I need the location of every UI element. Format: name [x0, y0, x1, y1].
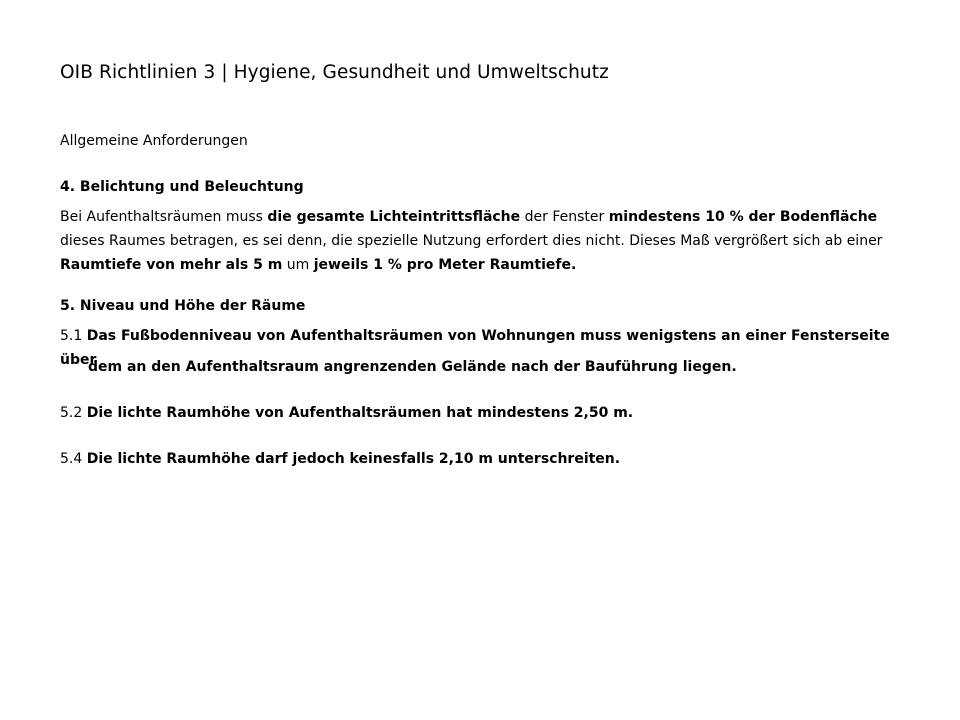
item-5-4-text: Die lichte Raumhöhe darf jedoch keinesfalls 2,10 m unterschreiten.	[86, 451, 621, 467]
item-number: 5.4	[60, 451, 87, 467]
slide-title: OIB Richtlinien 3 | Hygiene, Gesundheit und Umweltschutz	[60, 62, 609, 83]
item-5-1-text-line1: Das Fußbodenniveau von Aufenthaltsräumen von Wohnungen muss wenigstens an einer Fensterseite über	[60, 328, 890, 368]
emphasis-min-percent: mindestens 10 % der Bodenfläche	[608, 209, 878, 225]
item-number: 5.2	[60, 405, 87, 421]
text-run: dieses Raumes betragen, es sei denn, die spezielle Nutzung erfordert dies nicht. Dieses Maß vergrößert sich ab einer	[60, 233, 883, 249]
item-5-2-text: Die lichte Raumhöhe von Aufenthaltsräumen hat mindestens 2,50 m.	[86, 405, 634, 421]
emphasis-room-depth: Raumtiefe von mehr als 5 m	[60, 257, 283, 273]
item-5-4	[60, 447, 920, 471]
item-number: 5.1	[60, 328, 87, 344]
section-4-heading: 4. Belichtung und Beleuchtung	[60, 179, 304, 195]
text-run: der Fenster	[520, 209, 609, 225]
emphasis-per-meter: jeweils 1 % pro Meter Raumtiefe.	[313, 257, 577, 273]
text-run: um	[282, 257, 314, 273]
emphasis-light-area: die gesamte Lichteintrittsfläche	[267, 209, 521, 225]
section-5-heading: 5. Niveau und Höhe der Räume	[60, 298, 306, 314]
item-5-2	[60, 401, 920, 425]
subtitle: Allgemeine Anforderungen	[60, 133, 248, 149]
text-run: Bei Aufenthaltsräumen muss	[60, 209, 268, 225]
section-4-paragraph	[60, 205, 920, 277]
item-5-1-text-line2: dem an den Aufenthaltsraum angrenzenden Gelände nach der Bauführung liegen.	[88, 359, 737, 375]
